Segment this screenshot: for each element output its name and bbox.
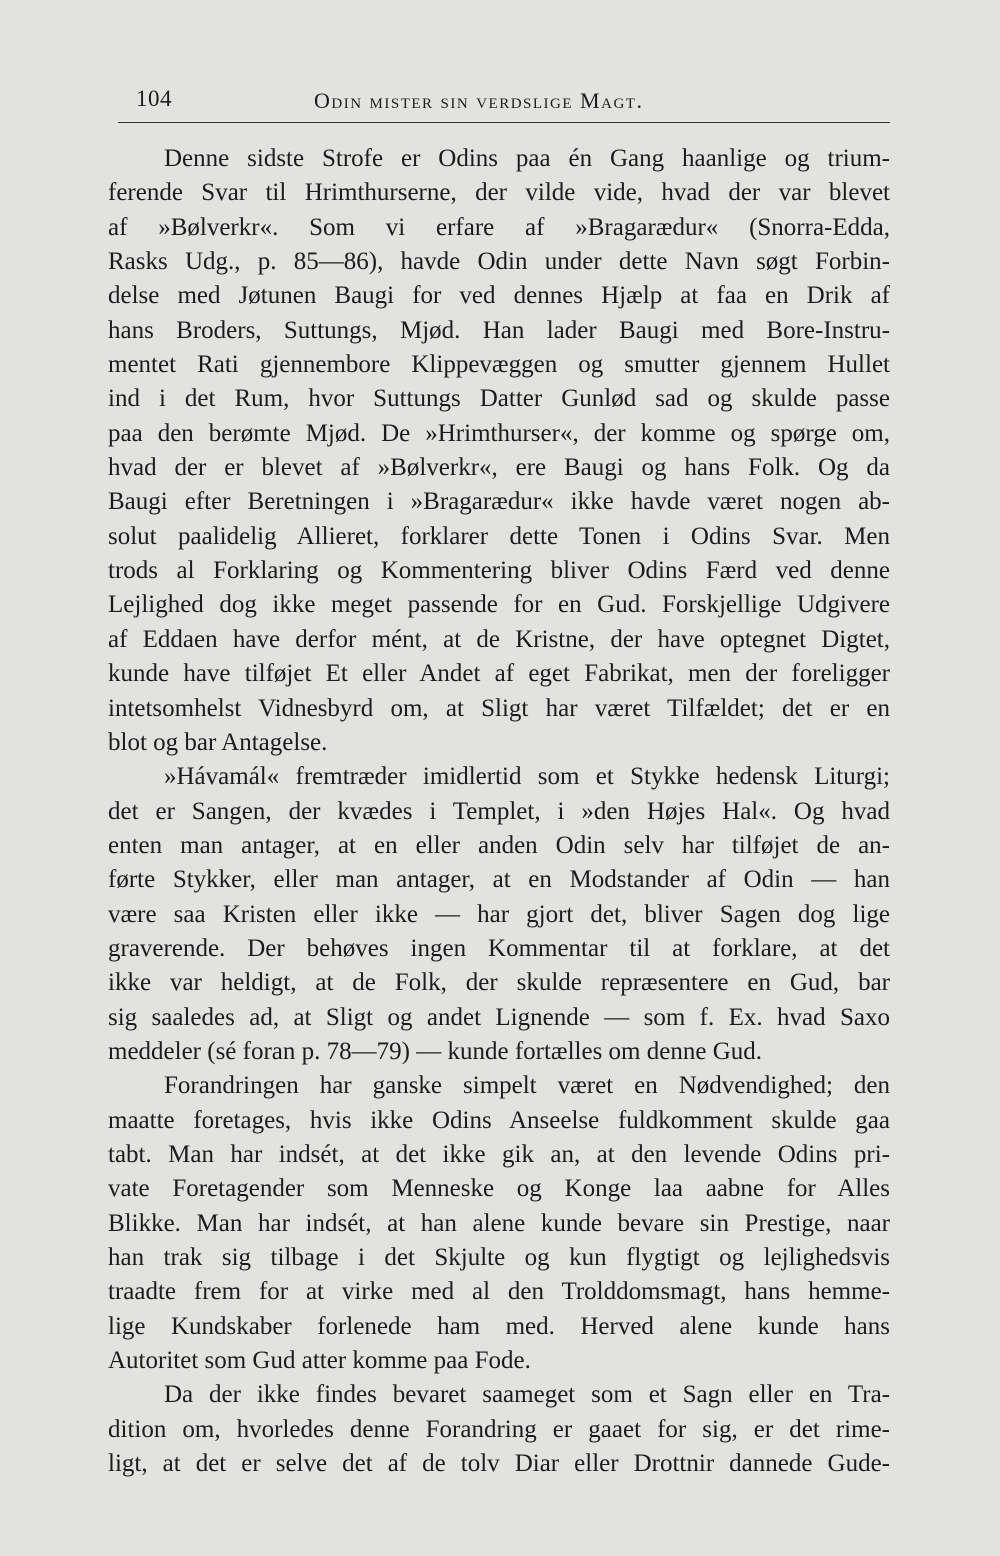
text-line: tabt. Man har indsét, at det ikke gik an, at den levende Odins pri- (108, 1140, 890, 1168)
text-line: paa den berømte Mjød. De »Hrimthurser«, der komme og spørge om, (108, 419, 890, 447)
text-line: sig saaledes ad, at Sligt og andet Lignende — som f. Ex. hvad Saxo (108, 1003, 890, 1031)
page-header (118, 86, 890, 116)
text-line: lige Kundskaber forlenede ham med. Herved alene kunde hans (108, 1312, 890, 1340)
text-line: af »Bølverkr«. Som vi erfare af »Bragarædur« (Snorra-Edda, (108, 213, 890, 241)
text-line: ligt, at det er selve det af de tolv Diar eller Drottnir dannede Gude- (108, 1450, 890, 1478)
text-line: førte Stykker, eller man antager, at en Modstander af Odin — han (108, 866, 890, 894)
text-line: intetsomhelst Vidnesbyrd om, at Sligt har været Tilfældet; det er en (108, 694, 890, 722)
header-rule (118, 122, 890, 123)
text-line: delse med Jøtunen Baugi for ved dennes Hjælp at faa en Drik af (108, 282, 890, 310)
text-line: trods al Forklaring og Kommentering bliver Odins Færd ved denne (108, 557, 890, 585)
text-line: Forandringen har ganske simpelt været en Nødvendighed; den (164, 1072, 890, 1100)
text-line: graverende. Der behøves ingen Kommentar til at forklare, at det (108, 934, 890, 962)
text-line: Da der ikke findes bevaret saameget som et Sagn eller en Tra- (164, 1381, 890, 1409)
text-line: kunde have tilføjet Et eller Andet af eget Fabrikat, men der foreligger (108, 660, 890, 688)
text-line: Baugi efter Beretningen i »Bragarædur« ikke havde været nogen ab- (108, 488, 890, 516)
running-title: Odin mister sin verdslige Magt. (314, 88, 644, 113)
text-line: dition om, hvorledes denne Forandring er gaaet for sig, er det rime- (108, 1415, 890, 1443)
text-line: Rasks Udg., p. 85—86), havde Odin under dette Navn søgt Forbin- (108, 248, 890, 276)
text-line: han trak sig tilbage i det Skjulte og kun flygtigt og lejlighedsvis (108, 1244, 890, 1271)
text-line: »Hávamál« fremtræder imidlertid som et Stykke hedensk Liturgi; (164, 763, 890, 791)
text-line: mentet Rati gjennembore Klippevæggen og smutter gjennem Hullet (108, 351, 890, 379)
text-line: være saa Kristen eller ikke — har gjort det, bliver Sagen dog lige (108, 900, 890, 928)
text-line: blot og bar Antagelse. (108, 728, 328, 756)
text-line: maatte foretages, hvis ikke Odins Anseelse fuldkomment skulde gaa (108, 1106, 890, 1134)
text-line: traadte frem for at virke med al den Trolddomsmagt, hans hemme- (108, 1278, 890, 1306)
text-line: ferende Svar til Hrimthurserne, der vilde vide, hvad der var blevet (108, 179, 890, 207)
text-line: vate Foretagender som Menneske og Konge laa aabne for Alles (108, 1175, 890, 1203)
text-line: Autoritet som Gud atter komme paa Fode. (108, 1347, 531, 1375)
text-line: meddeler (sé foran p. 78—79) — kunde fortælles om denne Gud. (108, 1037, 763, 1065)
text-line: ikke var heldigt, at de Folk, der skulde repræsentere en Gud, bar (108, 969, 890, 997)
text-line: enten man antager, at en eller anden Odin selv har tilføjet de an- (108, 831, 890, 859)
text-line: hans Broders, Suttungs, Mjød. Han lader Baugi med Bore-Instru- (108, 316, 890, 344)
text-line: Denne sidste Strofe er Odins paa én Gang haanlige og trium- (164, 145, 890, 172)
text-line: hvad der er blevet af »Bølverkr«, ere Baugi og hans Folk. Og da (108, 454, 890, 482)
page-number: 104 (136, 86, 172, 111)
text-line: ind i det Rum, hvor Suttungs Datter Gunlød sad og skulde passe (108, 385, 890, 413)
text-line: solut paalidelig Allieret, forklarer dette Tonen i Odins Svar. Men (108, 522, 890, 550)
text-line: det er Sangen, der kvædes i Templet, i »den Højes Hal«. Og hvad (108, 797, 890, 825)
text-line: af Eddaen have derfor mént, at de Kristne, der have optegnet Digtet, (108, 625, 890, 653)
text-line: Lejlighed dog ikke meget passende for en Gud. Forskjellige Udgivere (108, 591, 890, 619)
body-text (108, 142, 890, 1481)
text-line: Blikke. Man har indsét, at han alene kunde bevare sin Prestige, naar (108, 1209, 890, 1237)
